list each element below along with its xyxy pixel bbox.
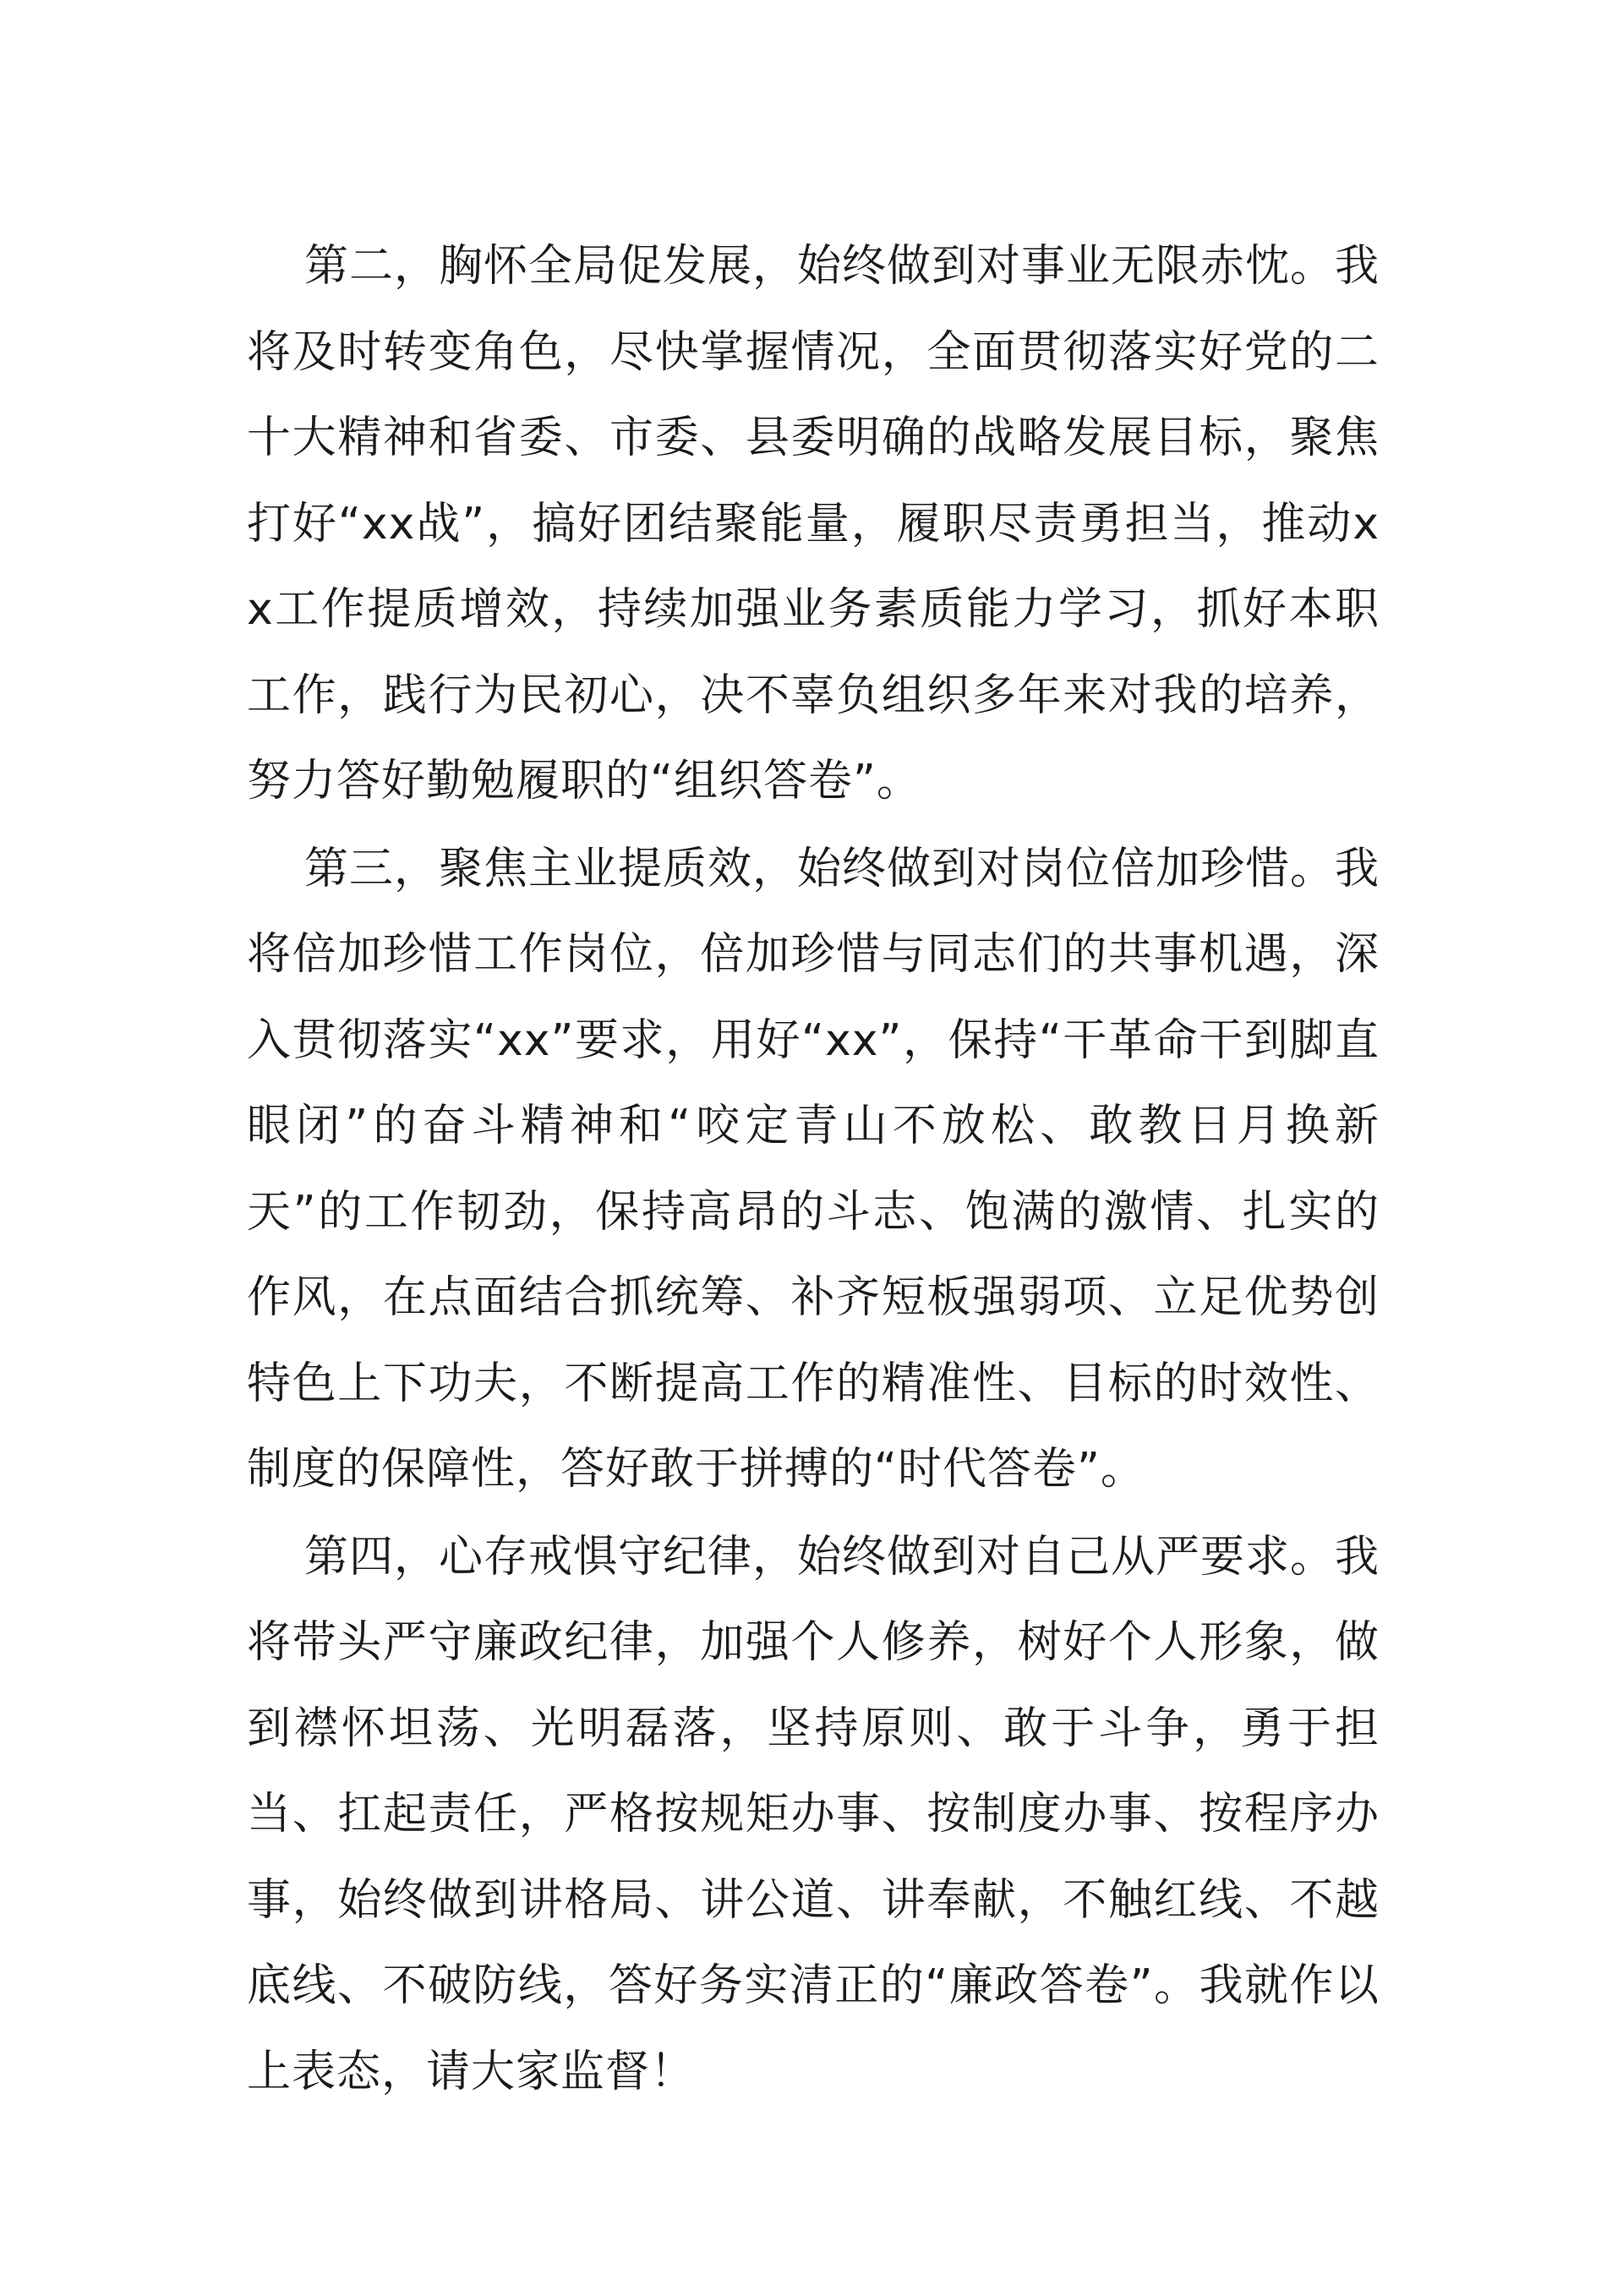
- paragraph-second-point: 第二，胸怀全局促发展，始终做到对事业无限赤忱。我将及时转变角色，尽快掌握情况，全面贯彻落实好党的二十大精神和省委、市委、县委明确的战略发展目标，聚焦打好“xx战”，搞好团结聚能量，履职尽责勇担当，推动xx工作提质增效，持续加强业务素质能力学习，抓好本职工作，践行为民初心，决不辜负组织多年来对我的培养，努力答好勤勉履职的“组织答卷”。: [247, 241, 1380, 806]
- paragraph-third-point: 第三，聚焦主业提质效，始终做到对岗位倍加珍惜。我将倍加珍惜工作岗位，倍加珍惜与同志们的共事机遇，深入贯彻落实“xx”要求，用好“xx”，保持“干革命干到脚直眼闭”的奋斗精神和“咬定青山不放松、敢教日月换新天”的工作韧劲，保持高昂的斗志、饱满的激情、扎实的作风，在点面结合抓统筹、补齐短板强弱项、立足优势创特色上下功夫，不断提高工作的精准性、目标的时效性、制度的保障性，答好敢于拼搏的“时代答卷”。: [247, 843, 1380, 1495]
- paragraph-fourth-point: 第四，心存戒惧守纪律，始终做到对自己从严要求。我将带头严守廉政纪律，加强个人修养，树好个人形象，做到襟怀坦荡、光明磊落，坚持原则、敢于斗争，勇于担当、扛起责任，严格按规矩办事、按制度办事、按程序办事，始终做到讲格局、讲公道、讲奉献，不触红线、不越底线、不破防线，答好务实清正的“廉政答卷”。我就作以上表态，请大家监督！: [247, 1531, 1380, 2097]
- document-body: [247, 224, 1380, 2115]
